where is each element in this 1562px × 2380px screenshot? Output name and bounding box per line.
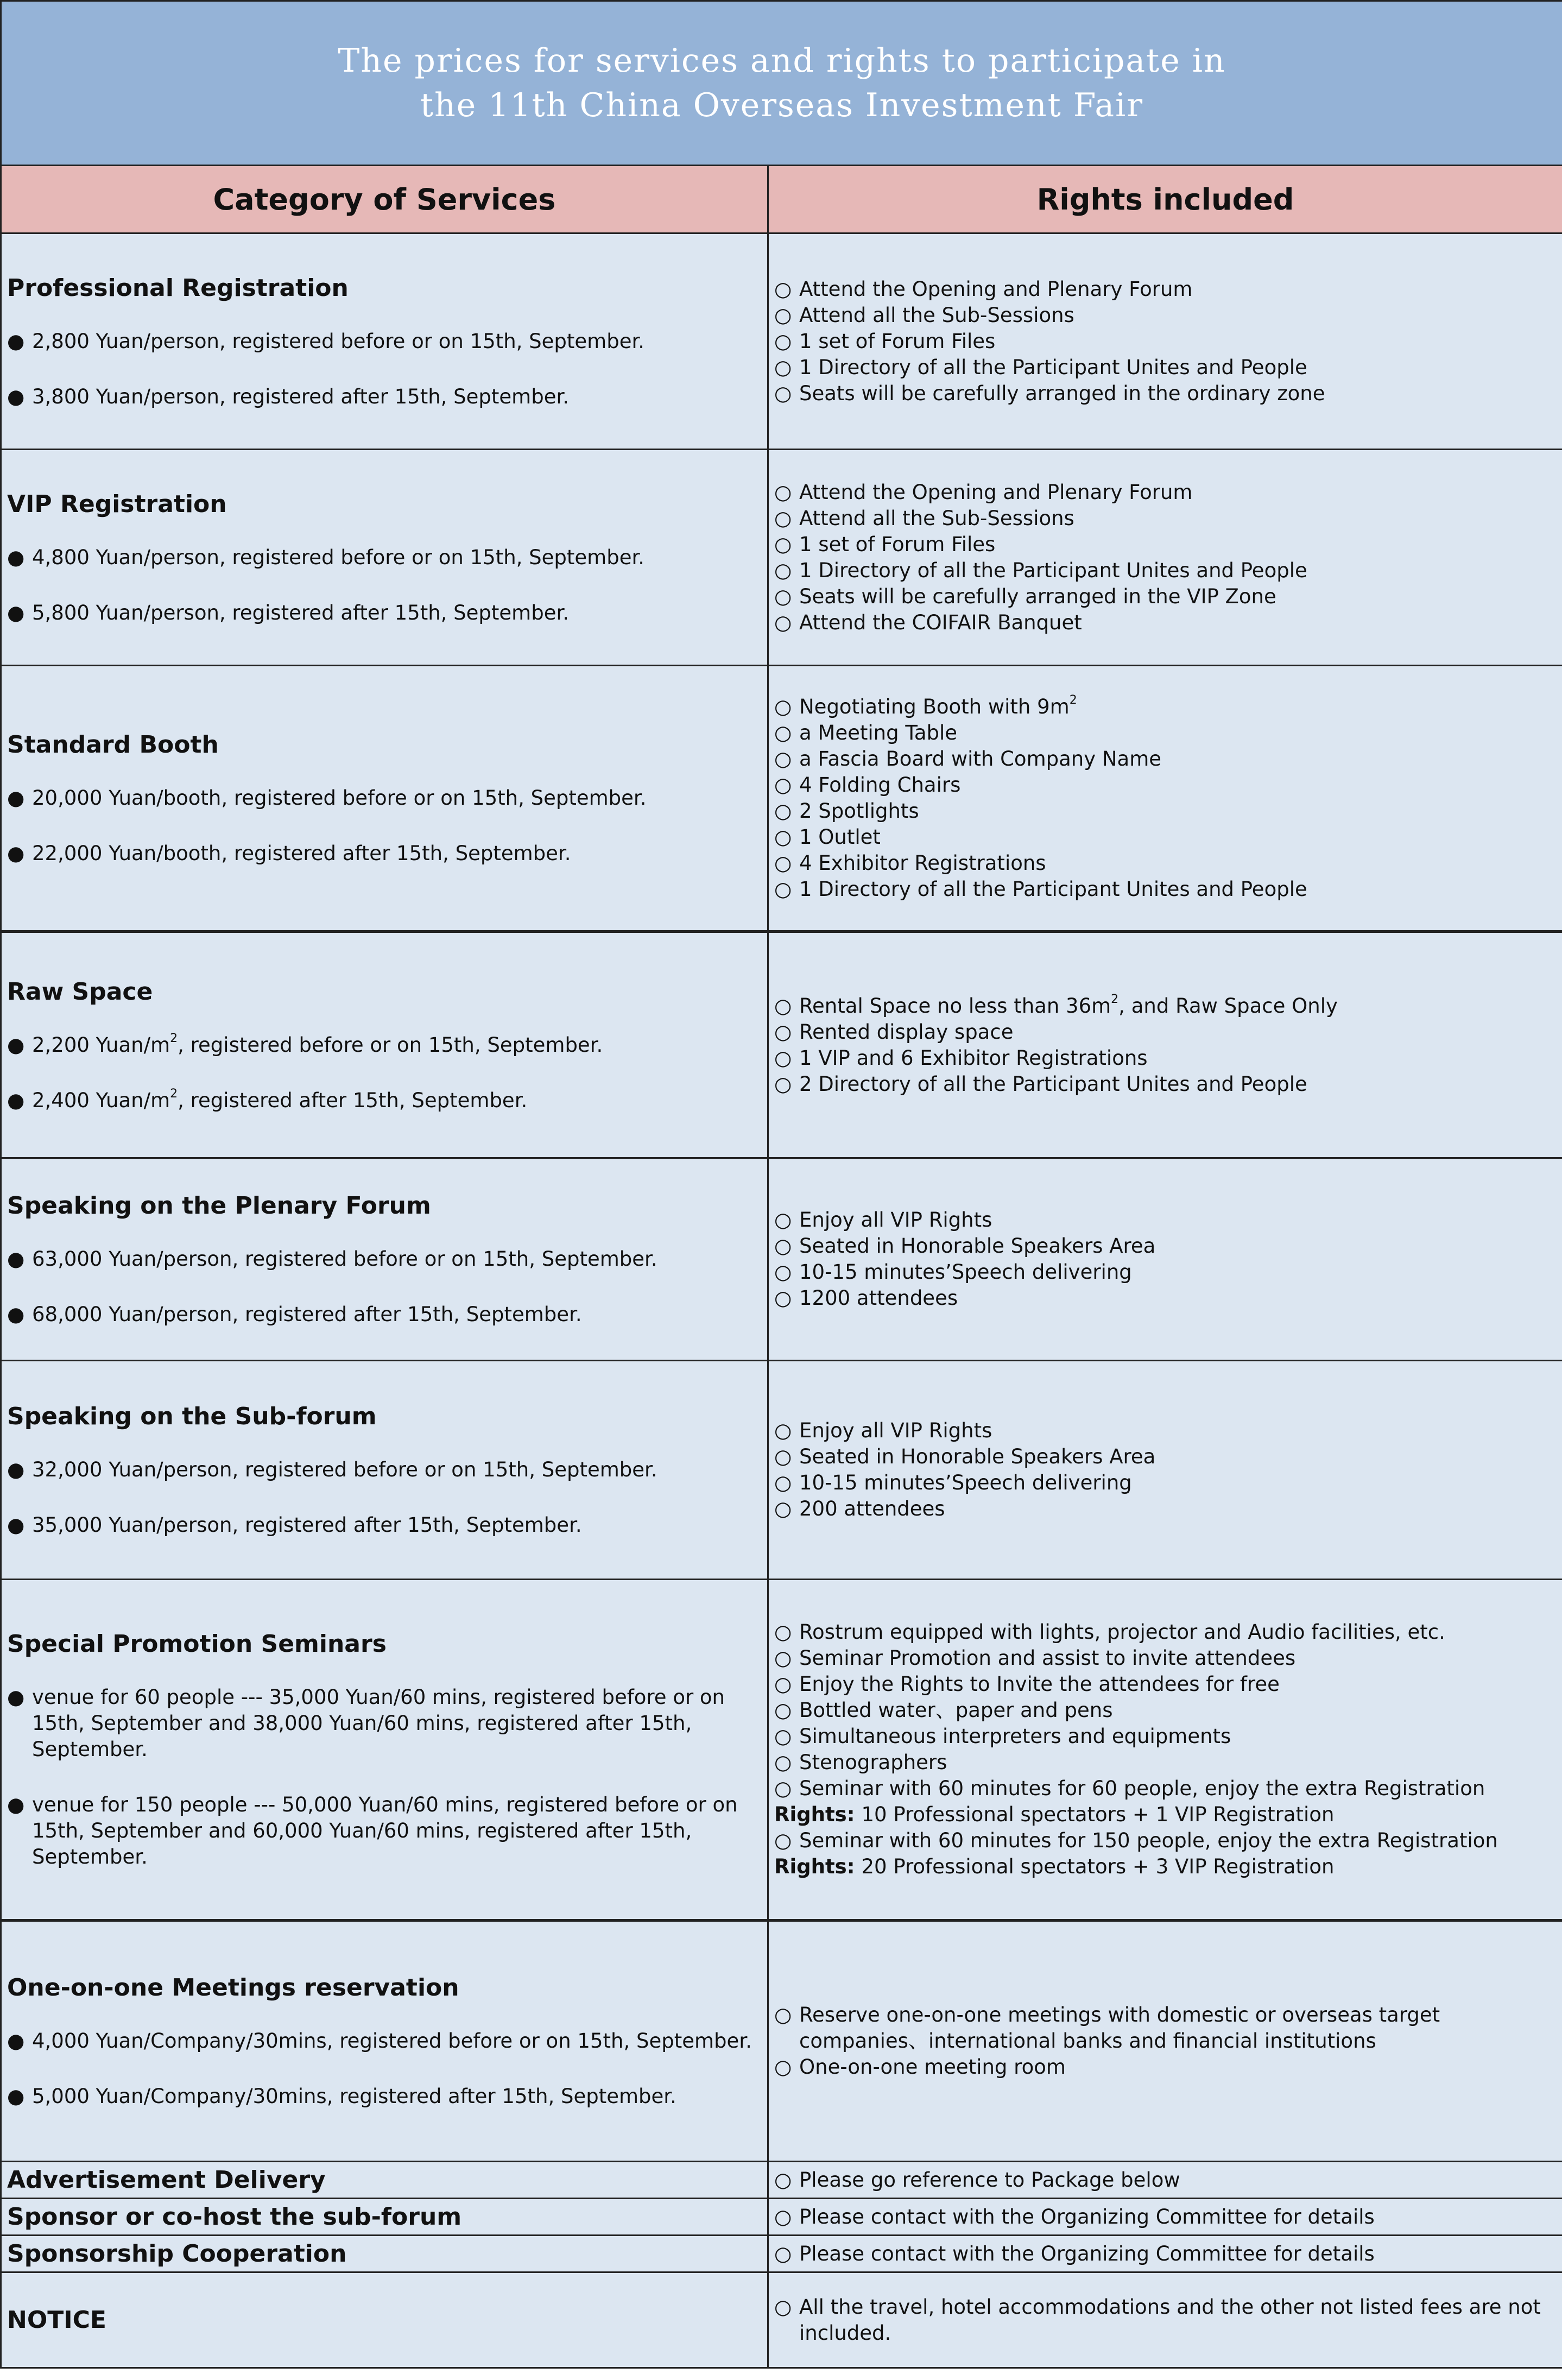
right-item xyxy=(774,1019,1557,1045)
price-item xyxy=(7,384,762,410)
bullet-icon: ● xyxy=(7,600,32,626)
right-item xyxy=(774,1444,1557,1470)
column-header-rights: Rights included xyxy=(768,166,1562,233)
right-item xyxy=(774,355,1557,381)
right-text: Attend the COIFAIR Banquet xyxy=(799,610,1082,636)
category-title: Sponsorship Cooperation xyxy=(7,2239,762,2269)
circle-icon: ○ xyxy=(774,2054,799,2080)
right-text: 4 Folding Chairs xyxy=(799,772,960,798)
circle-icon: ○ xyxy=(774,479,799,506)
right-item xyxy=(774,276,1557,302)
rights-cell xyxy=(768,450,1562,666)
category-title: Raw Space xyxy=(7,977,762,1007)
right-text: , and Raw Space Only xyxy=(1118,994,1338,1018)
price-item xyxy=(7,1032,762,1058)
circle-icon: ○ xyxy=(774,532,799,558)
table-row xyxy=(1,666,1562,932)
circle-icon: ○ xyxy=(774,1724,799,1750)
right-item xyxy=(774,584,1557,610)
rights-cell xyxy=(768,932,1562,1158)
right-item xyxy=(774,329,1557,355)
right-item xyxy=(774,1828,1557,1854)
rights-cell xyxy=(768,233,1562,450)
category-title: Advertisement Delivery xyxy=(7,2165,762,2195)
category-title: NOTICE xyxy=(7,2305,762,2335)
price-text: 2,200 Yuan/m xyxy=(32,1033,170,1057)
category-cell xyxy=(1,2162,768,2199)
bullet-icon: ● xyxy=(7,841,32,867)
table-row xyxy=(1,932,1562,1158)
right-text: Stenographers xyxy=(799,1750,947,1776)
price-item xyxy=(7,1088,762,1114)
right-item xyxy=(774,850,1557,876)
bullet-icon: ● xyxy=(7,1302,32,1328)
right-text: Enjoy all VIP Rights xyxy=(799,1207,992,1233)
table-row xyxy=(1,1921,1562,2162)
right-item xyxy=(774,1854,1557,1880)
right-text: 10-15 minutes’Speech delivering xyxy=(799,1470,1132,1496)
right-text: Reserve one-on-one meetings with domestic or overseas target companies、international banks and financial institutions xyxy=(799,2002,1557,2054)
right-text: 1200 attendees xyxy=(799,1285,958,1311)
title-line-2: the 11th China Overseas Investment Fair xyxy=(2,83,1562,128)
category-title: Standard Booth xyxy=(7,730,762,760)
circle-icon: ○ xyxy=(774,876,799,902)
page-title xyxy=(1,1,1562,166)
rights-cell xyxy=(768,2236,1562,2272)
price-text: 2,400 Yuan/m xyxy=(32,1089,170,1112)
category-cell xyxy=(1,1361,768,1580)
right-item xyxy=(774,1071,1557,1097)
circle-icon: ○ xyxy=(774,1828,799,1854)
price-item xyxy=(7,545,762,571)
price-text: 68,000 Yuan/person, registered after 15th, September. xyxy=(32,1302,582,1328)
circle-icon: ○ xyxy=(774,1285,799,1311)
right-item xyxy=(774,1045,1557,1071)
bullet-icon: ● xyxy=(7,1457,32,1483)
category-cell xyxy=(1,1158,768,1361)
right-text: Seated in Honorable Speakers Area xyxy=(799,1444,1155,1470)
bullet-icon: ● xyxy=(7,1792,32,1870)
rights-cell xyxy=(768,2199,1562,2236)
right-item xyxy=(774,1697,1557,1724)
price-item xyxy=(7,1684,762,1763)
right-item xyxy=(774,302,1557,329)
circle-icon: ○ xyxy=(774,1418,799,1444)
right-item xyxy=(774,798,1557,824)
bullet-icon: ● xyxy=(7,785,32,811)
table-row xyxy=(1,2162,1562,2199)
circle-icon: ○ xyxy=(774,506,799,532)
circle-icon: ○ xyxy=(774,355,799,381)
price-text: 4,000 Yuan/Company/30mins, registered before or on 15th, September. xyxy=(32,2028,752,2054)
right-text: 1 Directory of all the Participant Unites and People xyxy=(799,355,1307,381)
category-cell xyxy=(1,233,768,450)
category-title: Sponsor or co-host the sub-forum xyxy=(7,2202,762,2232)
circle-icon: ○ xyxy=(774,798,799,824)
right-text: Attend all the Sub-Sessions xyxy=(799,506,1074,532)
price-text: 20,000 Yuan/booth, registered before or on 15th, September. xyxy=(32,785,646,811)
right-text: 20 Professional spectators + 3 VIP Registration xyxy=(862,1854,1335,1880)
circle-icon: ○ xyxy=(774,1619,799,1645)
circle-icon: ○ xyxy=(774,2204,799,2230)
right-item xyxy=(774,876,1557,902)
price-item xyxy=(7,2084,762,2110)
category-cell xyxy=(1,2199,768,2236)
circle-icon: ○ xyxy=(774,1045,799,1071)
circle-icon: ○ xyxy=(774,993,799,1019)
category-title: VIP Registration xyxy=(7,489,762,520)
rights-cell xyxy=(768,666,1562,932)
table-row xyxy=(1,2236,1562,2272)
rights-label: Rights: xyxy=(774,1802,855,1828)
right-text: Bottled water、paper and pens xyxy=(799,1697,1112,1724)
right-item xyxy=(774,1259,1557,1285)
circle-icon: ○ xyxy=(774,1671,799,1697)
circle-icon: ○ xyxy=(774,2002,799,2054)
right-item xyxy=(774,746,1557,772)
right-item xyxy=(774,1470,1557,1496)
circle-icon: ○ xyxy=(774,1444,799,1470)
superscript: 2 xyxy=(170,1087,178,1101)
circle-icon: ○ xyxy=(774,1776,799,1802)
right-text: 200 attendees xyxy=(799,1496,945,1522)
right-text: Seated in Honorable Speakers Area xyxy=(799,1233,1155,1259)
price-item xyxy=(7,1792,762,1870)
right-text: Rostrum equipped with lights, projector and Audio facilities, etc. xyxy=(799,1619,1445,1645)
right-text: Seminar with 60 minutes for 60 people, enjoy the extra Registration xyxy=(799,1776,1485,1802)
circle-icon: ○ xyxy=(774,302,799,329)
category-cell xyxy=(1,2236,768,2272)
price-item xyxy=(7,600,762,626)
right-text: a Fascia Board with Company Name xyxy=(799,746,1161,772)
right-item xyxy=(774,2054,1557,2080)
rights-label: Rights: xyxy=(774,1854,855,1880)
bullet-icon: ● xyxy=(7,384,32,410)
right-item xyxy=(774,694,1557,720)
right-text: Rented display space xyxy=(799,1019,1013,1045)
price-item xyxy=(7,785,762,811)
bullet-icon: ● xyxy=(7,329,32,355)
circle-icon: ○ xyxy=(774,1470,799,1496)
right-text: Rental Space no less than 36m xyxy=(799,994,1111,1018)
price-item xyxy=(7,329,762,355)
circle-icon: ○ xyxy=(774,1496,799,1522)
right-text: 2 Directory of all the Participant Unites and People xyxy=(799,1071,1307,1097)
table-row xyxy=(1,2272,1562,2368)
right-text: Please contact with the Organizing Committee for details xyxy=(799,2204,1375,2230)
circle-icon: ○ xyxy=(774,610,799,636)
right-item xyxy=(774,1750,1557,1776)
circle-icon: ○ xyxy=(774,381,799,407)
right-item xyxy=(774,558,1557,584)
right-text: 1 VIP and 6 Exhibitor Registrations xyxy=(799,1045,1148,1071)
circle-icon: ○ xyxy=(774,824,799,850)
right-text: One-on-one meeting room xyxy=(799,2054,1066,2080)
right-item xyxy=(774,1645,1557,1671)
price-item xyxy=(7,841,762,867)
right-item xyxy=(774,2204,1557,2230)
bullet-icon: ● xyxy=(7,2084,32,2110)
right-text: Seats will be carefully arranged in the VIP Zone xyxy=(799,584,1276,610)
right-text: Enjoy all VIP Rights xyxy=(799,1418,992,1444)
rights-cell xyxy=(768,1580,1562,1921)
right-item xyxy=(774,824,1557,850)
category-title: Speaking on the Sub-forum xyxy=(7,1402,762,1432)
category-cell xyxy=(1,666,768,932)
right-item xyxy=(774,2167,1557,2193)
table-row xyxy=(1,450,1562,666)
category-title: Professional Registration xyxy=(7,273,762,304)
bullet-icon: ● xyxy=(7,545,32,571)
right-item xyxy=(774,1619,1557,1645)
right-text: Attend the Opening and Plenary Forum xyxy=(799,479,1192,506)
circle-icon: ○ xyxy=(774,584,799,610)
bullet-icon: ● xyxy=(7,1684,32,1763)
right-text: Seminar Promotion and assist to invite attendees xyxy=(799,1645,1295,1671)
price-text: , registered before or on 15th, September. xyxy=(178,1033,603,1057)
price-text: 4,800 Yuan/person, registered before or on 15th, September. xyxy=(32,545,644,571)
right-item xyxy=(774,772,1557,798)
superscript: 2 xyxy=(170,1032,178,1045)
column-header-category: Category of Services xyxy=(1,166,768,233)
category-cell xyxy=(1,1921,768,2162)
circle-icon: ○ xyxy=(774,746,799,772)
right-item xyxy=(774,479,1557,506)
circle-icon: ○ xyxy=(774,2241,799,2267)
right-text: 10-15 minutes’Speech delivering xyxy=(799,1259,1132,1285)
bullet-icon: ● xyxy=(7,1246,32,1272)
right-item xyxy=(774,1207,1557,1233)
right-item xyxy=(774,1285,1557,1311)
circle-icon: ○ xyxy=(774,2294,799,2346)
price-text: 3,800 Yuan/person, registered after 15th, September. xyxy=(32,384,569,410)
table-row xyxy=(1,2199,1562,2236)
table-row xyxy=(1,1580,1562,1921)
right-text: Negotiating Booth with 9m xyxy=(799,695,1070,718)
circle-icon: ○ xyxy=(774,720,799,746)
price-text: , registered after 15th, September. xyxy=(178,1089,527,1112)
right-item xyxy=(774,1496,1557,1522)
price-text: 5,800 Yuan/person, registered after 15th, September. xyxy=(32,600,569,626)
circle-icon: ○ xyxy=(774,558,799,584)
right-item xyxy=(774,1802,1557,1828)
price-text: 2,800 Yuan/person, registered before or on 15th, September. xyxy=(32,329,644,355)
circle-icon: ○ xyxy=(774,1645,799,1671)
right-text: Please go reference to Package below xyxy=(799,2167,1180,2193)
right-text: Simultaneous interpreters and equipments xyxy=(799,1724,1231,1750)
price-item xyxy=(7,2028,762,2054)
right-item xyxy=(774,2241,1557,2267)
right-text: 1 set of Forum Files xyxy=(799,329,995,355)
right-text: 1 Directory of all the Participant Unites and People xyxy=(799,876,1307,902)
right-item xyxy=(774,381,1557,407)
circle-icon: ○ xyxy=(774,1071,799,1097)
category-cell xyxy=(1,450,768,666)
bullet-icon: ● xyxy=(7,2028,32,2054)
category-title: Speaking on the Plenary Forum xyxy=(7,1191,762,1221)
right-item xyxy=(774,720,1557,746)
bullet-icon: ● xyxy=(7,1088,32,1114)
right-text: 2 Spotlights xyxy=(799,798,919,824)
right-item xyxy=(774,1671,1557,1697)
circle-icon: ○ xyxy=(774,1233,799,1259)
rights-cell xyxy=(768,2272,1562,2368)
right-item xyxy=(774,993,1557,1019)
price-text: venue for 60 people --- 35,000 Yuan/60 mins, registered before or on 15th, September and 38,000 Yuan/60 mins, registered after 15th, September. xyxy=(32,1684,762,1763)
price-text: 5,000 Yuan/Company/30mins, registered after 15th, September. xyxy=(32,2084,676,2110)
right-text: 4 Exhibitor Registrations xyxy=(799,850,1046,876)
right-item xyxy=(774,1724,1557,1750)
price-item xyxy=(7,1302,762,1328)
circle-icon: ○ xyxy=(774,1259,799,1285)
right-item xyxy=(774,1776,1557,1802)
right-text: Please contact with the Organizing Committee for details xyxy=(799,2241,1375,2267)
circle-icon: ○ xyxy=(774,2167,799,2193)
circle-icon: ○ xyxy=(774,329,799,355)
circle-icon: ○ xyxy=(774,1750,799,1776)
bullet-icon: ● xyxy=(7,1032,32,1058)
right-item xyxy=(774,506,1557,532)
title-line-1: The prices for services and rights to participate in xyxy=(2,39,1562,83)
table-row xyxy=(1,233,1562,450)
right-text: a Meeting Table xyxy=(799,720,957,746)
circle-icon: ○ xyxy=(774,1207,799,1233)
rights-cell xyxy=(768,2162,1562,2199)
right-item xyxy=(774,2294,1557,2346)
right-text: Attend all the Sub-Sessions xyxy=(799,302,1074,329)
superscript: 2 xyxy=(1111,993,1118,1006)
right-text: All the travel, hotel accommodations and the other not listed fees are not included. xyxy=(799,2294,1557,2346)
circle-icon: ○ xyxy=(774,276,799,302)
table-row xyxy=(1,1158,1562,1361)
category-title: Special Promotion Seminars xyxy=(7,1629,762,1659)
rights-cell xyxy=(768,1158,1562,1361)
right-text: Attend the Opening and Plenary Forum xyxy=(799,276,1192,302)
right-text: 1 Outlet xyxy=(799,824,881,850)
right-item xyxy=(774,532,1557,558)
table-row xyxy=(1,1361,1562,1580)
price-text: 35,000 Yuan/person, registered after 15th, September. xyxy=(32,1512,582,1538)
rights-cell xyxy=(768,1361,1562,1580)
price-item xyxy=(7,1246,762,1272)
price-text: 22,000 Yuan/booth, registered after 15th, September. xyxy=(32,841,571,867)
price-item xyxy=(7,1457,762,1483)
category-cell xyxy=(1,2272,768,2368)
category-cell xyxy=(1,932,768,1158)
circle-icon: ○ xyxy=(774,1019,799,1045)
price-item xyxy=(7,1512,762,1538)
right-item xyxy=(774,610,1557,636)
right-text: 10 Professional spectators + 1 VIP Registration xyxy=(862,1802,1335,1828)
right-text: 1 set of Forum Files xyxy=(799,532,995,558)
category-title: One-on-one Meetings reservation xyxy=(7,1973,762,2003)
right-text: Seminar with 60 minutes for 150 people, enjoy the extra Registration xyxy=(799,1828,1498,1854)
bullet-icon: ● xyxy=(7,1512,32,1538)
circle-icon: ○ xyxy=(774,1697,799,1724)
circle-icon: ○ xyxy=(774,850,799,876)
right-text: Enjoy the Rights to Invite the attendees for free xyxy=(799,1671,1280,1697)
right-item xyxy=(774,1233,1557,1259)
right-text: Seats will be carefully arranged in the ordinary zone xyxy=(799,381,1325,407)
price-text: venue for 150 people --- 50,000 Yuan/60 mins, registered before or on 15th, September and 60,000 Yuan/60 mins, registered after 15th, September. xyxy=(32,1792,762,1870)
superscript: 2 xyxy=(1070,693,1077,707)
circle-icon: ○ xyxy=(774,694,799,720)
price-text: 32,000 Yuan/person, registered before or on 15th, September. xyxy=(32,1457,657,1483)
right-item xyxy=(774,1418,1557,1444)
right-text: 1 Directory of all the Participant Unites and People xyxy=(799,558,1307,584)
price-text: 63,000 Yuan/person, registered before or on 15th, September. xyxy=(32,1246,657,1272)
circle-icon: ○ xyxy=(774,772,799,798)
right-item xyxy=(774,2002,1557,2054)
rights-cell xyxy=(768,1921,1562,2162)
category-cell xyxy=(1,1580,768,1921)
